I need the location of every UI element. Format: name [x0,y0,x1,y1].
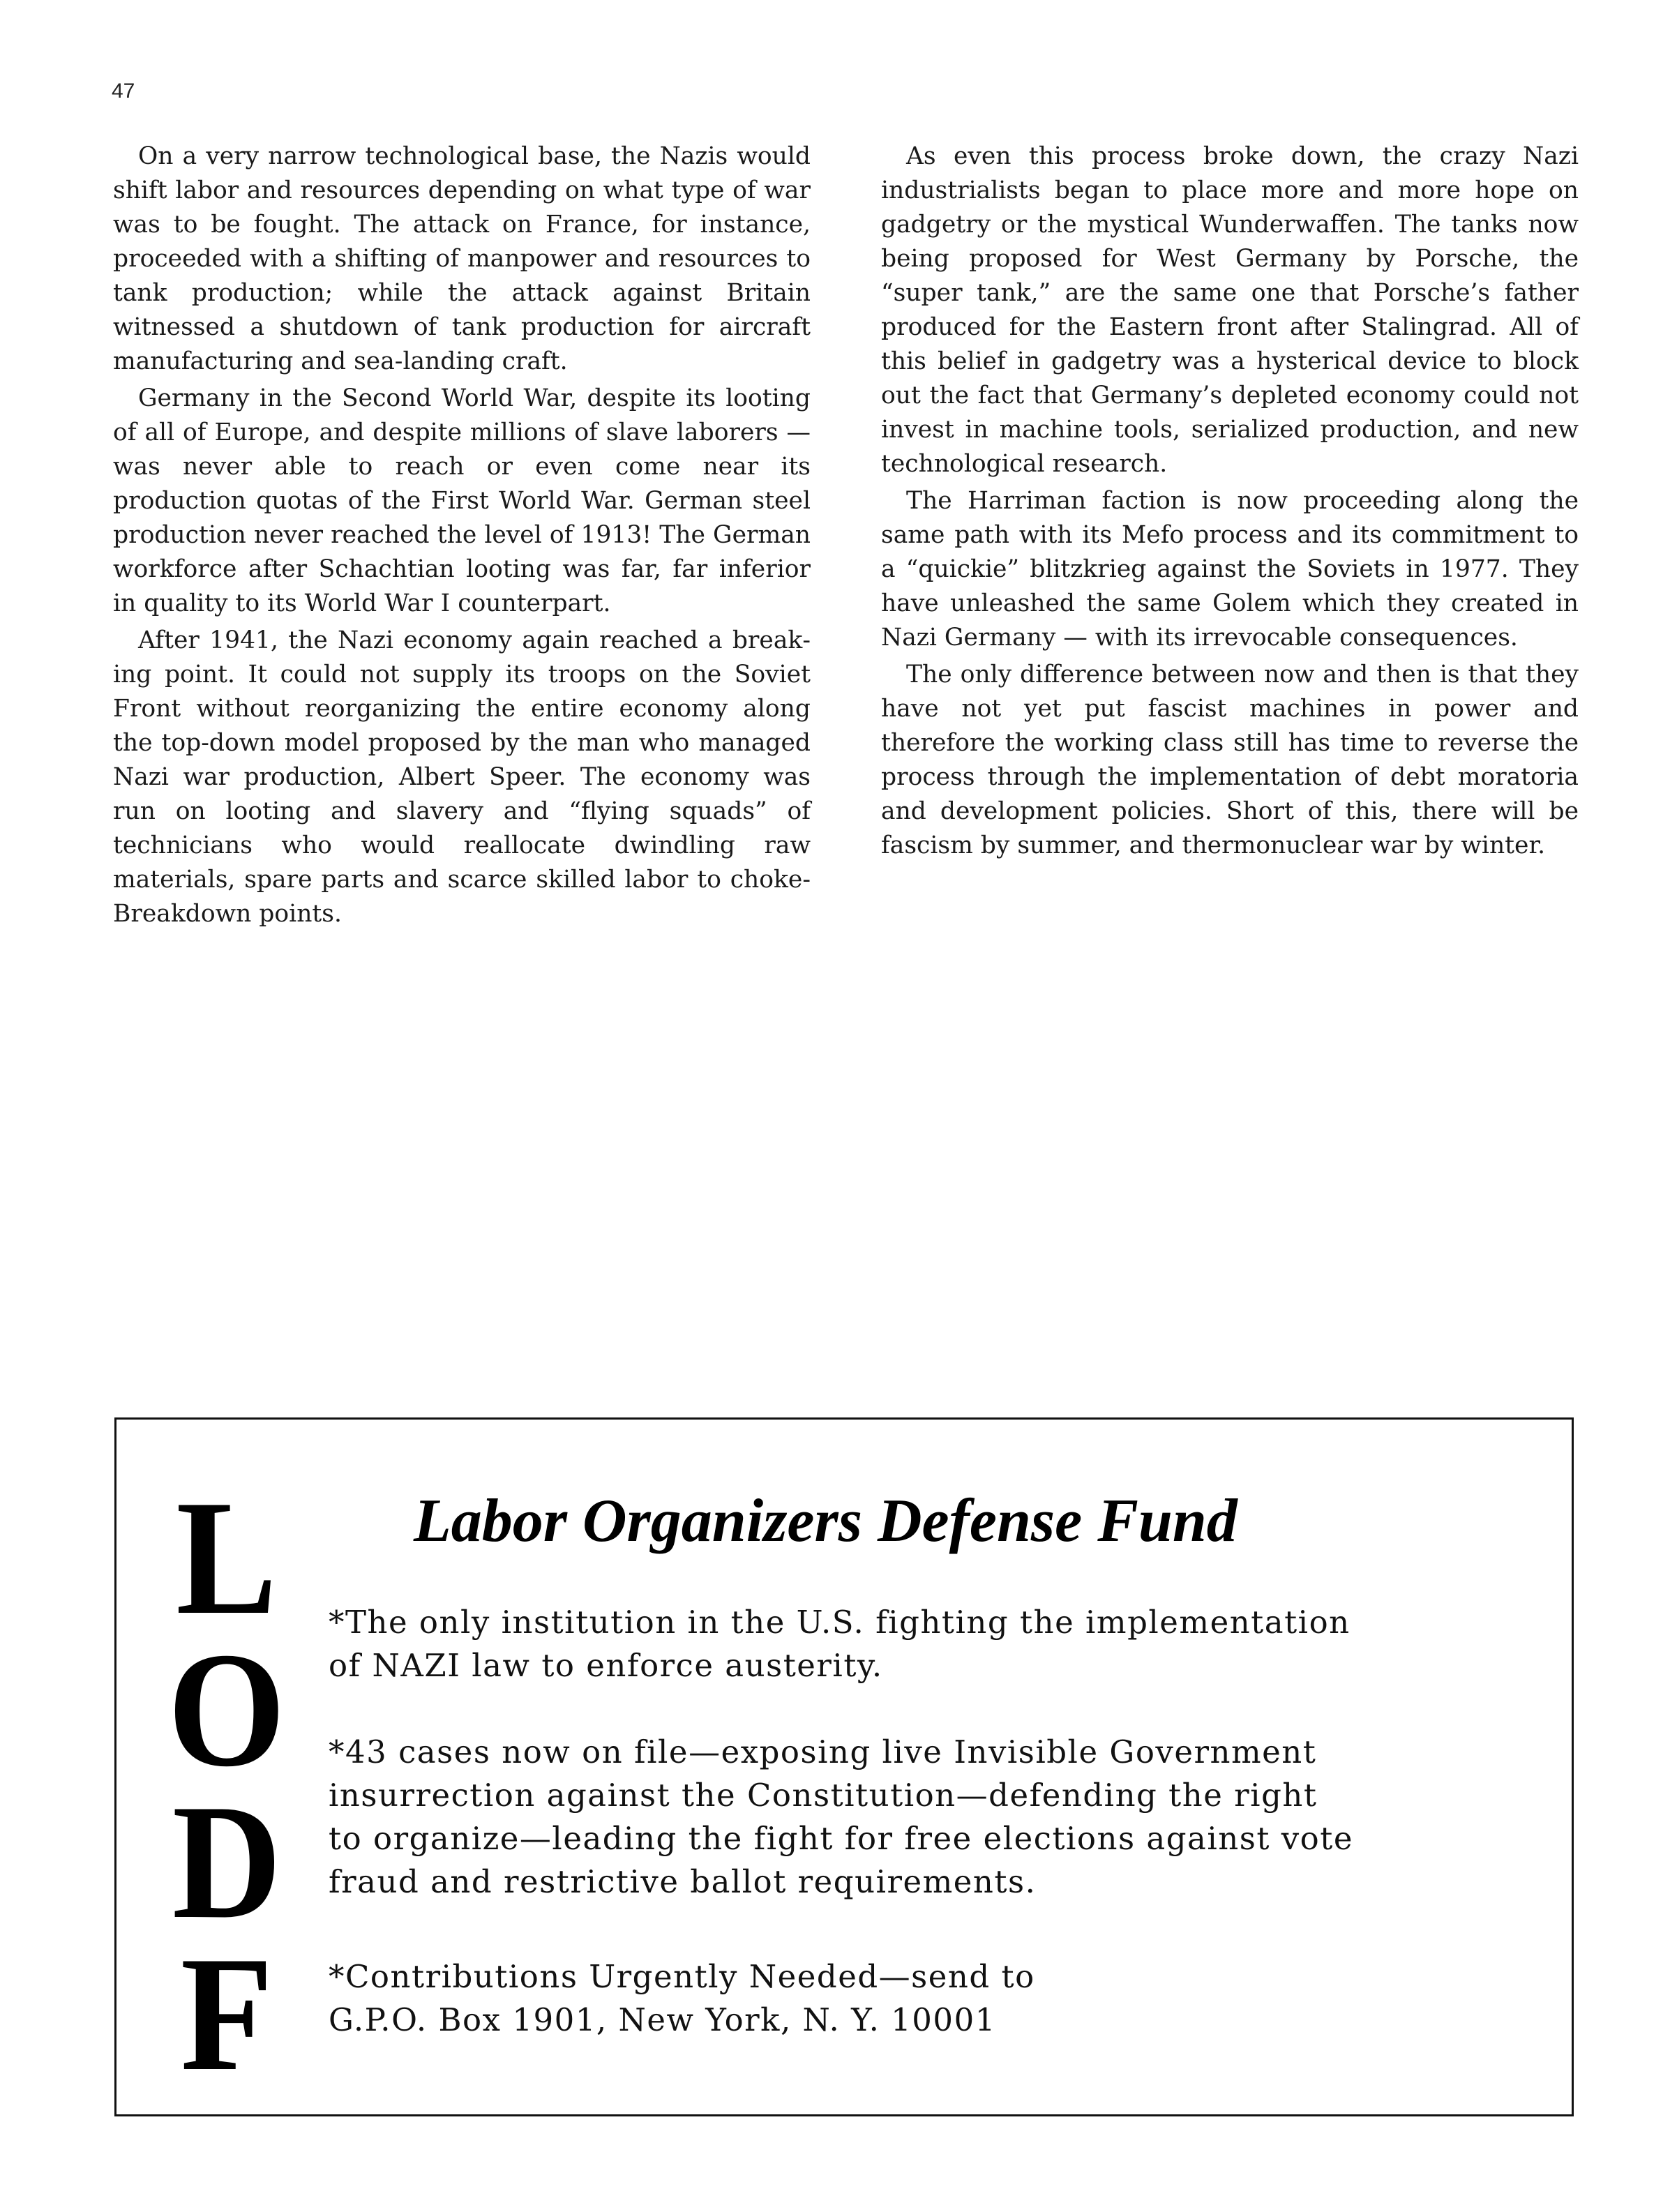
paragraph: The Harriman faction is now proceeding along the same path with its Mefo process and its commitment to a “quickie” blitzkrieg against the Soviets in 1977. They have unleashed the same Golem which they created in Nazi Germany — with its irrevocable consequences. [881,487,1579,652]
ad-bullet-institution [329,1601,1528,1687]
bullet-line: *The only institution in the U.S. fighting the implementation [329,1604,1351,1641]
initial-letter: L [176,1467,278,1649]
initial-letter: O [167,1619,286,1801]
paragraph: Germany in the Second World War, despite its looting of all of Europe, and despite millions of slave laborers — was never able to reach or even come near its production quotas of the First World War. German steel production never reached the level of 1913! The German workforce after Schachtian looting was far, far inferior in quality to its World War I counterpart. [113,384,811,617]
paragraph: After 1941, the Nazi economy again reached a breaking point. It could not supply its troops on the Soviet Front without reorganizing the entire economy along the top-down model proposed by the man who managed Nazi war production, Albert Speer. The economy was run on looting and slavery and “flying squads” of technicians who would reallocate dwindling raw materials, spare parts and scarce skilled labor to choke-Breakdown points. [113,626,811,928]
paragraph: On a very narrow technological base, the Nazis would shift labor and resources depending on what type of war was to be fought. The attack on France, for instance, proceeded with a shifting of manpower and resources to tank production; while the attack against Britain witnessed a shutdown of tank production for aircraft manufacturing and sea-landing craft. [113,142,811,375]
lodf-initials [164,1467,289,2105]
initial-letter: D [172,1771,282,1953]
page-number: 47 [112,80,135,103]
initial-letter: F [180,1923,273,2105]
lodf-advertisement [114,1417,1574,2116]
article-left-column [113,140,811,934]
ad-title: Labor Organizers Defense Fund [414,1487,1238,1555]
bullet-line: *43 cases now on file—exposing live Invisible Government [329,1733,1317,1770]
ad-bullet-cases [329,1731,1528,1904]
bullet-line: fraud and restrictive ballot requirements. [329,1863,1037,1900]
ad-bullet-contributions [329,1955,1528,2042]
bullet-line: of NAZI law to enforce austerity. [329,1647,883,1684]
paragraph: The only difference between now and then is that they have not yet put fascist machines in power and therefore the working class still has time to reverse the process through the implementation of debt moratoria and development policies. Short of this, there will be fascism by summer, and thermonuclear war by winter. [881,661,1579,859]
bullet-line: insurrection against the Constitution—defending the right [329,1777,1318,1814]
bullet-line: *Contributions Urgently Needed—send to [329,1958,1035,1995]
bullet-line: to organize—leading the fight for free elections against vote [329,1820,1353,1857]
paragraph: As even this process broke down, the crazy Nazi industrialists began to place more and more hope on gadgetry or the mystical Wunderwaffen. The tanks now being proposed for West Germany by Porsche, the “super tank,” are the same one that Porsche’s father produced for the Eastern front after Stalingrad. All of this belief in gadgetry was a hysterical device to block out the fact that Germany’s depleted economy could not invest in machine tools, serialized production, and new technological research. [881,142,1579,478]
article-right-column [881,140,1579,866]
bullet-line: G.P.O. Box 1901, New York, N. Y. 10001 [329,2001,996,2038]
